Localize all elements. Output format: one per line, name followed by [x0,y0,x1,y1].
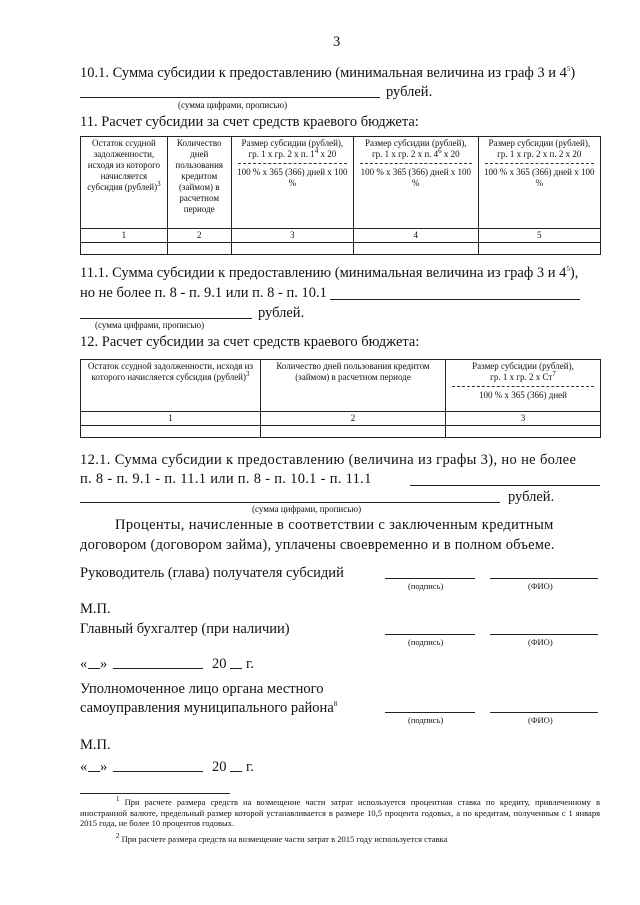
section-12-1-line1: 12.1. Сумма субсидии к предоставлению (величина из графы 3), но не более [80,452,577,468]
accountant-signature-line[interactable] [385,634,475,635]
official-label-2: самоуправления муниципального района$^8$ [80,700,338,716]
table-11-num: 3 [231,229,353,243]
table-12-num: 1 [81,412,261,426]
table-12-num: 3 [446,412,601,426]
table-11-cell[interactable] [81,243,168,255]
section-11-1-line1: 11.1. Сумма субсидии к предоставлению (минимальная величина из граф 3 и $4^5$), [80,265,579,281]
table-11-cell[interactable] [231,243,353,255]
rubles-label: рублей. [258,305,305,321]
fio-caption: (ФИО) [528,637,553,647]
table-11-num: 2 [167,229,231,243]
table-12-header-1: Остаток ссудной задолженности, исходя из которого начисляется субсидия (рублей)$^3$ [81,360,261,412]
signature-caption: (подпись) [408,637,444,647]
date-year-line[interactable] [230,771,242,772]
official-signature-line[interactable] [385,712,475,713]
table-11-header-4: Размер субсидии (рублей), гр. 1 x гр. 2 x п. $4^6$ x 20 100 % x 365 (366) дней x 100 % [354,137,479,229]
rubles-label: рублей. [386,84,433,100]
table-11-header-5: Размер субсидии (рублей), гр. 1 x гр. 2 x п. 2 x 20 100 % x 365 (366) дней x 100 % [478,137,600,229]
date-year-suffix: г. [246,656,254,672]
table-12-cell[interactable] [81,426,261,438]
table-11-header-1: Остаток ссудной задолженности, исходя из которого начисляется субсидия (рублей)$^3$ [81,137,168,229]
head-fio-line[interactable] [490,578,598,579]
accountant-label: Главный бухгалтер (при наличии) [80,621,290,637]
official-label-1: Уполномоченное лицо органа местного [80,681,324,697]
date-year: 20 [212,656,227,672]
signature-caption: (подпись) [408,581,444,591]
date-day-line[interactable] [88,668,100,669]
date-month-line[interactable] [113,771,203,772]
accountant-fio-line[interactable] [490,634,598,635]
head-label: Руководитель (глава) получателя субсидий [80,565,344,581]
page-number: 3 [333,34,341,50]
table-11-num: 1 [81,229,168,243]
table-11-cell[interactable] [354,243,479,255]
section-11-1-line2: но не более п. 8 - п. 9.1 или п. 8 - п. 10.1 [80,285,327,301]
table-11-header-2: Количество дней пользования кредитом (займом) в расчетном периоде [167,137,231,229]
amount-line-10-1[interactable] [80,97,380,98]
fio-caption: (ФИО) [528,581,553,591]
footnote-2: $^2$ При расчете размера средств на возмещение части затрат в 2015 году используется ставка [116,832,448,844]
date-close-quote: » [100,759,108,775]
footnote-1: $^1$ При расчете размера средств на возмещение части затрат используется процентная ставка по кредиту, привлеченному в иностранной валюте, предельный размер которой устанавливается в размере 10,5 процента годовых, а по кредитам, полученным с 1 января 2015 года, не более 10 процентов годовых. [80,795,600,828]
signature-caption: (подпись) [408,715,444,725]
stamp-place: М.П. [80,601,111,617]
amount-caption: (сумма цифрами, прописью) [252,504,362,514]
stamp-place: М.П. [80,737,111,753]
table-11-header-3: Размер субсидии (рублей), гр. 1 x гр. 2 x п. $1^4$ x 20 100 % x 365 (366) дней x 100 % [231,137,353,229]
table-12-cell[interactable] [261,426,446,438]
interest-line1: Проценты, начисленные в соответствии с заключенным кредитным [115,517,554,533]
table-11-cell[interactable] [167,243,231,255]
footnote-separator [80,793,230,794]
rubles-label: рублей. [508,489,555,505]
amount-line-12-1a[interactable] [410,485,600,486]
fio-caption: (ФИО) [528,715,553,725]
table-12-header-2: Количество дней пользования кредитом (займом) в расчетном периоде [261,360,446,412]
amount-caption: (сумма цифрами, прописью) [178,100,288,110]
amount-line-11-1a[interactable] [330,299,580,300]
interest-line2: договором (договором займа), уплачены своевременно и в полном объеме. [80,537,555,553]
head-signature-line[interactable] [385,578,475,579]
date-year-line[interactable] [230,668,242,669]
section-12-title: 12. Расчет субсидии за счет средств краевого бюджета: [80,334,420,350]
date-year-suffix: г. [246,759,254,775]
section-11-title: 11. Расчет субсидии за счет средств краевого бюджета: [80,114,419,130]
table-12-header-3: Размер субсидии (рублей), гр. 1 x гр. 2 x $Ст^7$ 100 % x 365 (366) дней [446,360,601,412]
amount-caption: (сумма цифрами, прописью) [95,320,205,330]
date-year: 20 [212,759,227,775]
table-11-cell[interactable] [478,243,600,255]
official-fio-line[interactable] [490,712,598,713]
date-month-line[interactable] [113,668,203,669]
section-12-1-line2: п. 8 - п. 9.1 - п. 11.1 или п. 8 - п. 10.1 - п. 11.1 [80,471,372,487]
table-12 [80,359,601,438]
amount-line-11-1b[interactable] [80,318,252,319]
table-11 [80,136,601,255]
date-open-quote: « [80,759,88,775]
section-10-1-text: 10.1. Сумма субсидии к предоставлению (минимальная величина из граф 3 и $4^5$) [80,65,576,81]
table-12-cell[interactable] [446,426,601,438]
amount-line-12-1b[interactable] [80,502,500,503]
table-11-num: 5 [478,229,600,243]
table-12-num: 2 [261,412,446,426]
table-11-num: 4 [354,229,479,243]
date-open-quote: « [80,656,88,672]
date-day-line[interactable] [88,771,100,772]
date-close-quote: » [100,656,108,672]
